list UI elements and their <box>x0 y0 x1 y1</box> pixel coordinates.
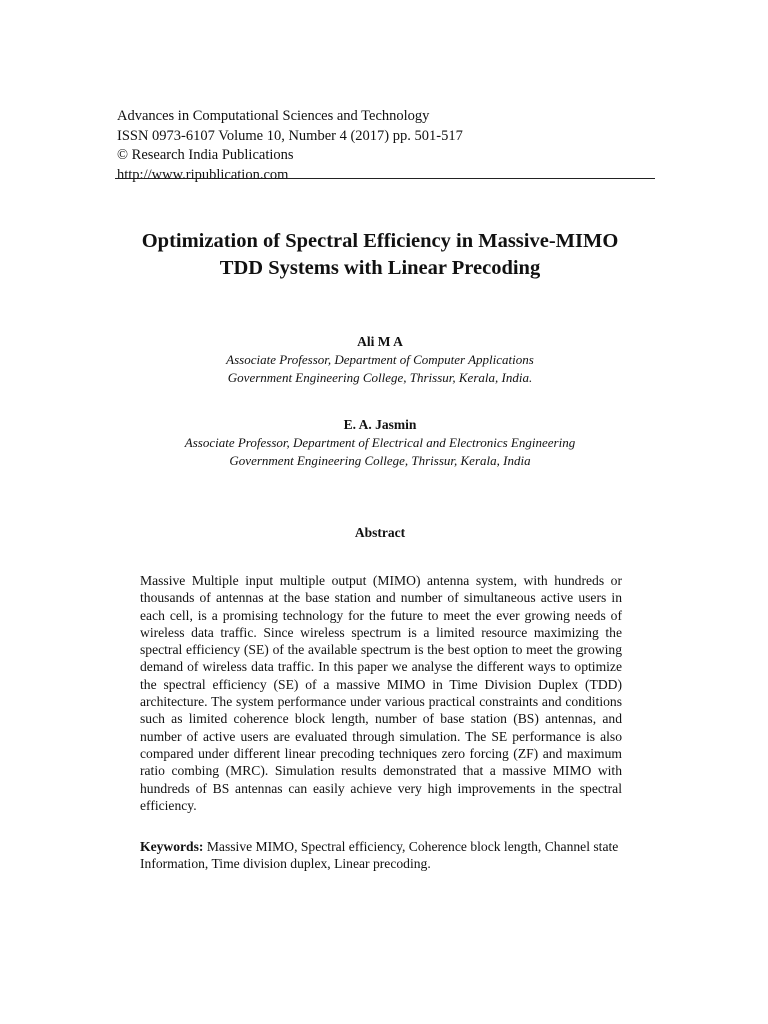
keywords-label: Keywords: <box>140 839 204 854</box>
abstract-text: Massive Multiple input multiple output (MIMO) antenna system, with hundreds or thousands of antennas at the base station and number of simultaneous active users in each cell, is a promising technology for the future to meet the ever growing needs of wireless data traffic. Since wireless spectrum is a limited resource maximizing the spectral efficiency (SE) of the available spectrum is the best option to meet the growing demand of wireless data traffic. In this paper we analyse the different ways to optimize the spectral efficiency (SE) of a massive MIMO in Time Division Duplex (TDD) architecture. The system performance under various practical constraints and conditions such as limited coherence block length, number of base station (BS) antennas, and number of active users are evaluated through simulation. The SE performance is also compared under different linear precoding techniques zero forcing (ZF) and maximum ratio combing (MRC). Simulation results demonstrated that a massive MIMO with hundreds of BS antennas can easily achieve very high improvements in the spectral efficiency. <box>140 573 622 813</box>
journal-header <box>117 107 463 185</box>
header-divider <box>115 178 655 179</box>
paper-title <box>80 228 680 282</box>
author-affiliation-line-2: Government Engineering College, Thrissur, Kerala, India. <box>227 370 533 385</box>
journal-name: Advances in Computational Sciences and Technology <box>117 108 430 124</box>
abstract-heading: Abstract <box>354 525 406 540</box>
author-2 <box>100 416 660 470</box>
author-name: E. A. Jasmin <box>343 417 417 432</box>
keywords-text: Massive MIMO, Spectral efficiency, Coherence block length, Channel state Information, Time division duplex, Linear precoding. <box>140 839 619 872</box>
author-name: Ali M A <box>357 334 403 349</box>
author-affiliation-line-2: Government Engineering College, Thrissur, Kerala, India <box>229 453 531 468</box>
author-affiliation-line-1: Associate Professor, Department of Computer Applications <box>226 352 534 367</box>
paper-title-line-1: Optimization of Spectral Efficiency in Massive-MIMO <box>141 230 619 252</box>
keywords <box>140 838 622 873</box>
journal-issn: ISSN 0973-6107 Volume 10, Number 4 (2017) pp. 501-517 <box>117 127 463 144</box>
author-affiliation-line-1: Associate Professor, Department of Electrical and Electronics Engineering <box>184 435 576 450</box>
paper-title-line-2: TDD Systems with Linear Precoding <box>219 257 541 279</box>
author-1 <box>100 333 660 387</box>
journal-publisher: © Research India Publications <box>117 147 294 163</box>
journal-url: http://www.ripublication.com <box>117 166 289 183</box>
